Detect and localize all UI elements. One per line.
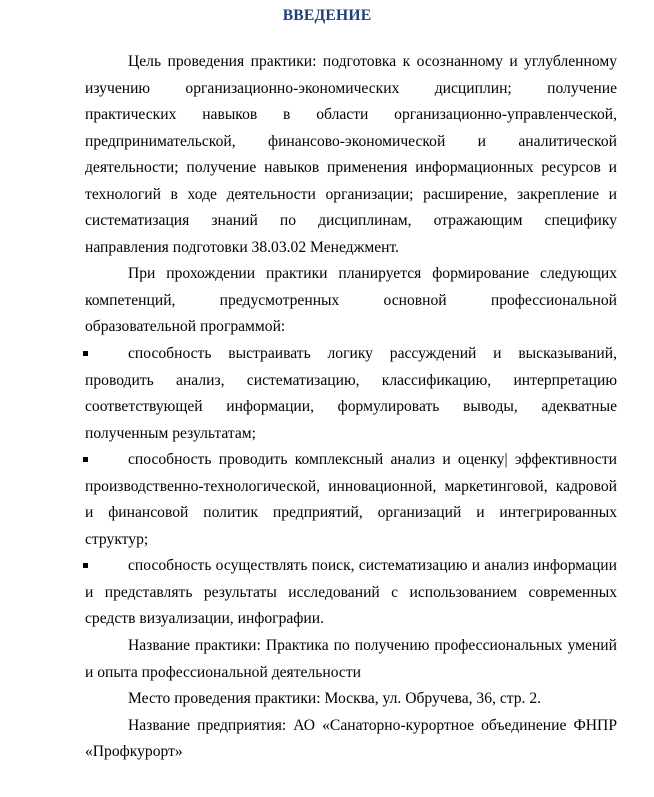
text-line: и финансовой политик предприятий, организаций и интегрированных (85, 504, 617, 522)
square-bullet-icon (83, 351, 88, 356)
bullet-item-analysis (85, 447, 617, 553)
text-line: структур; (85, 530, 149, 548)
document-body (85, 49, 617, 766)
text-line: Место проведения практики: Москва, ул. Обручева, 36, стр. 2. (128, 690, 542, 708)
text-line: направления подготовки 38.03.02 Менеджмент. (85, 238, 400, 256)
text-line: проводить анализ, систематизацию, классификацию, интерпретацию (85, 371, 617, 389)
text-line: образовательной программой: (85, 318, 286, 336)
text-line: Цель проведения практики: подготовка к осознанному и углубленному (128, 53, 617, 70)
text-line: При прохождении практики планируется формирование следующих (128, 265, 617, 283)
square-bullet-icon (83, 457, 88, 462)
text-line: способность выстраивать логику рассуждений и высказываний, (128, 345, 617, 363)
paragraph-company-name (85, 713, 617, 766)
text-line: Название предприятия: АО «Санаторно-курортное объединение ФНПР (128, 716, 617, 734)
text-line: и опыта профессиональной деятельности (85, 663, 361, 681)
paragraph-practice-location (85, 686, 617, 713)
text-line: изучению организационно-экономических дисциплин; получение (85, 79, 617, 97)
text-line: компетенций, предусмотренных основной профессиональной (85, 291, 617, 309)
text-line: «Профкурорт» (85, 743, 183, 761)
text-line: деятельности; получение навыков применения информационных ресурсов и (85, 159, 617, 177)
text-line: способность проводить комплексный анализ и оценку| эффективности (128, 451, 617, 469)
bullet-item-logic (85, 341, 617, 447)
text-line: средств визуализации, инфографии. (85, 610, 324, 628)
text-line: практических навыков в области организационно-управленческой, (85, 106, 617, 124)
text-line: соответствующей информации, формулировать выводы, адекватные (85, 398, 617, 416)
paragraph-purpose (85, 49, 617, 261)
square-bullet-icon (83, 563, 88, 568)
text-line: способность осуществлять поиск, систематизацию и анализ информации (128, 557, 617, 575)
paragraph-competencies-intro (85, 261, 617, 341)
text-line: полученным результатам; (85, 424, 257, 442)
text-line: технологий в ходе деятельности организации; расширение, закрепление и (85, 185, 617, 203)
text-line: производственно-технологической, инновационной, маркетинговой, кадровой (85, 477, 617, 495)
paragraph-practice-name (85, 633, 617, 686)
bullet-item-search (85, 553, 617, 633)
text-line: предпринимательской, финансово-экономической и аналитической (85, 132, 617, 150)
text-line: и представлять результаты исследований с использованием современных (85, 583, 617, 601)
document-title: ВВЕДЕНИЕ (282, 7, 372, 24)
text-line: Название практики: Практика по получению профессиональных умений (128, 637, 617, 655)
text-line: систематизация знаний по дисциплинам, отражающим специфику (85, 212, 617, 230)
